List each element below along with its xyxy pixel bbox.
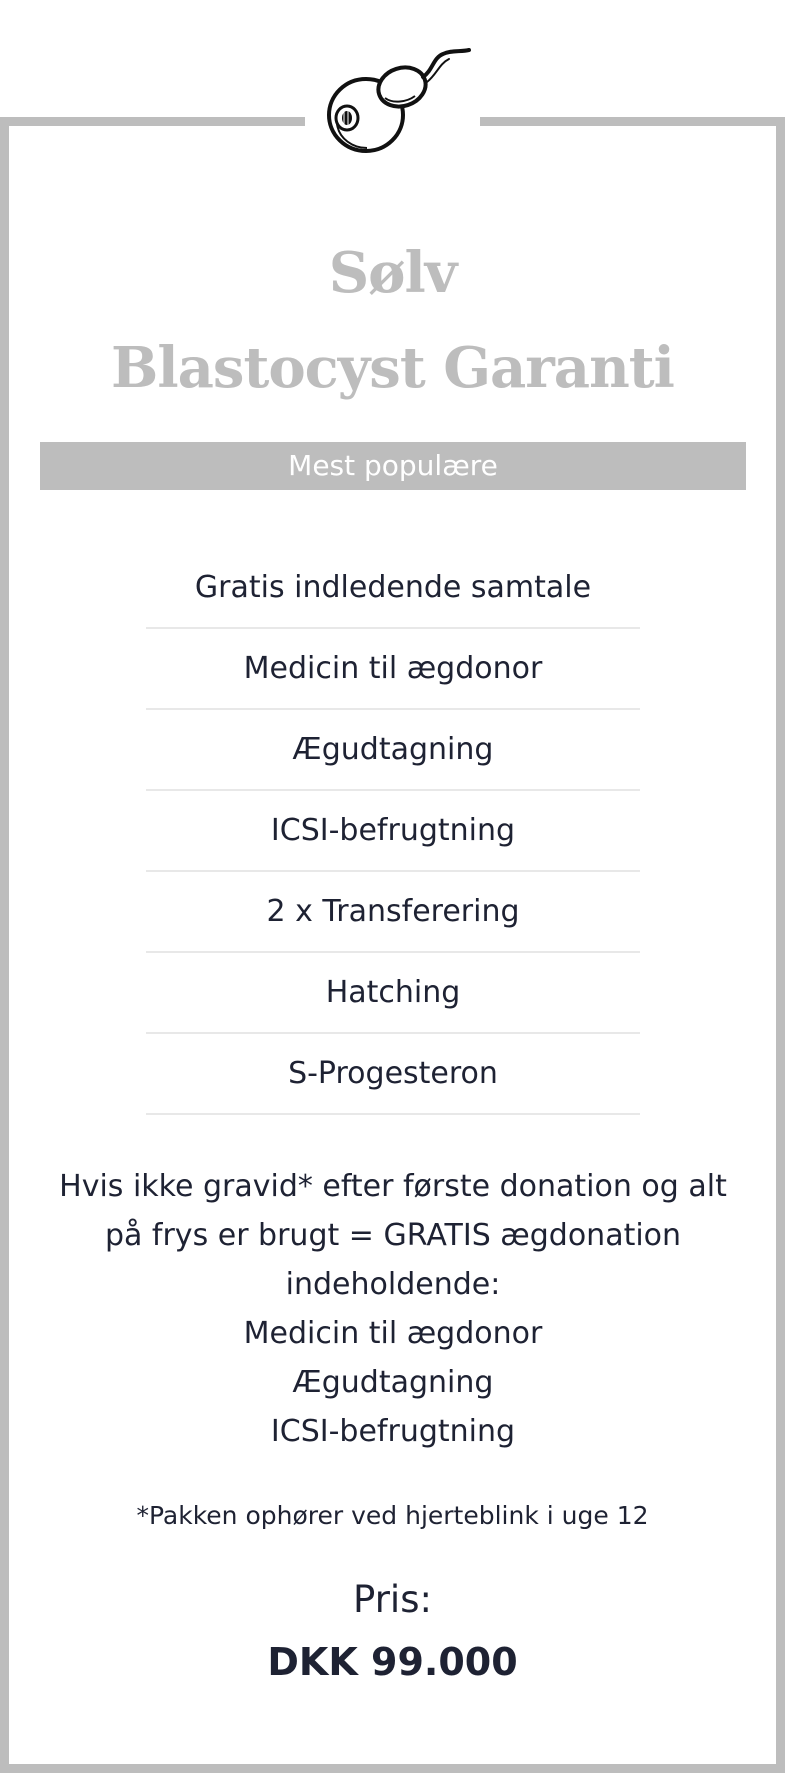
list-item: Medicin til ægdonor [146, 629, 640, 710]
price-label: Pris: [353, 1578, 432, 1621]
sperm-egg-icon [315, 44, 475, 160]
feature-list [146, 548, 640, 1115]
guarantee-text [40, 1162, 746, 1456]
guarantee-line: Medicin til ægdonor [243, 1316, 543, 1351]
list-item: 2 x Transferering [146, 872, 640, 953]
footnote: *Pakken ophører ved hjerteblink i uge 12 [136, 1501, 649, 1530]
most-popular-badge: Mest populære [40, 442, 746, 490]
plan-title-tier: Sølv [328, 240, 457, 306]
guarantee-line: indeholdende: [285, 1267, 501, 1302]
price-value: DKK 99.000 [267, 1640, 518, 1684]
plan-title-name: Blastocyst Garanti [111, 335, 674, 401]
list-item: ICSI-befrugtning [146, 791, 640, 872]
guarantee-line: Hvis ikke gravid* efter første donation og alt [59, 1169, 727, 1204]
list-item: Gratis indledende samtale [146, 548, 640, 629]
list-item: Hatching [146, 953, 640, 1034]
guarantee-line: Ægudtagning [292, 1365, 494, 1400]
list-item: Ægudtagning [146, 710, 640, 791]
guarantee-line: ICSI-befrugtning [270, 1414, 516, 1449]
list-item: S-Progesteron [146, 1034, 640, 1115]
guarantee-line: på frys er brugt = GRATIS ægdonation [104, 1218, 682, 1253]
